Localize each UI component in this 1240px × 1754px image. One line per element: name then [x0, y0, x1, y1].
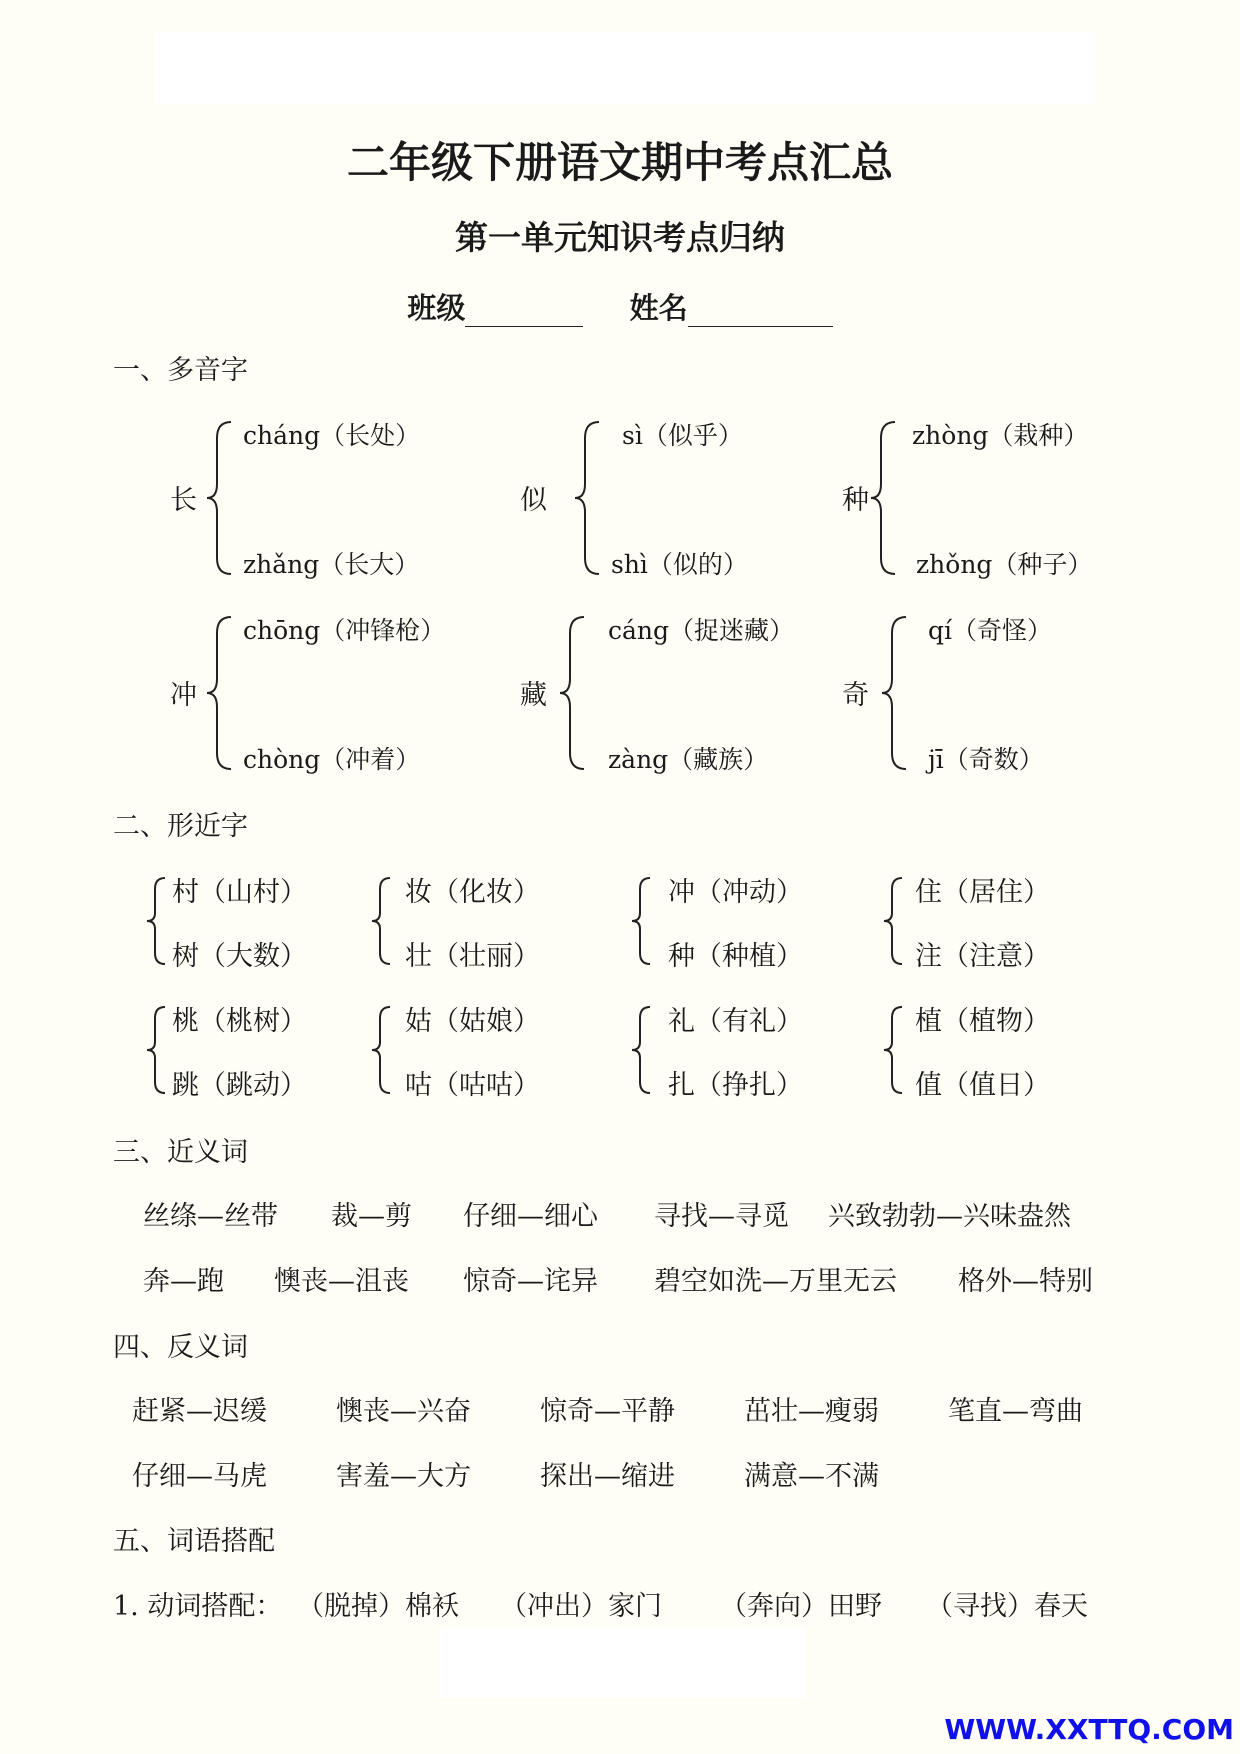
polyphone-reading-bottom: zàng（藏族）: [608, 745, 769, 774]
antonym-pair: 惊奇—平静: [540, 1396, 675, 1427]
header-blank-area: [155, 32, 1095, 104]
section-heading-polyphones: 一、多音字: [113, 355, 248, 386]
brace-icon: [205, 613, 235, 773]
synonym-pair: 寻找—寻觅: [654, 1201, 789, 1232]
polyphone-reading-top: chōng（冲锋枪）: [243, 616, 446, 645]
brace-icon: [573, 418, 603, 578]
polyphone-char: 种: [842, 485, 869, 516]
brace-icon: [630, 1004, 654, 1096]
polyphone-reading-bottom: shì（似的）: [611, 550, 748, 579]
synonym-pair: 碧空如洗—万里无云: [654, 1266, 897, 1297]
collocation-item: （奔向）田野: [720, 1591, 882, 1622]
polyphone-reading-top: zhòng（栽种）: [912, 421, 1089, 450]
antonym-pair: 害羞—大方: [336, 1461, 471, 1492]
brace-icon: [869, 418, 899, 578]
brace-icon: [882, 1004, 906, 1096]
polyphone-char: 冲: [170, 680, 197, 711]
similar-char-top: 姑（姑娘）: [405, 1006, 540, 1037]
class-name-line: [0, 286, 1240, 327]
similar-char-top: 妆（化妆）: [405, 877, 540, 908]
collocation-item: （冲出）家门: [500, 1591, 662, 1622]
brace-icon: [630, 875, 654, 967]
antonym-pair: 笔直—弯曲: [948, 1396, 1083, 1427]
synonym-pair: 裁—剪: [331, 1201, 412, 1232]
similar-char-top: 村（山村）: [172, 877, 307, 908]
brace-icon: [145, 875, 169, 967]
class-label: 班级: [407, 291, 466, 325]
name-blank: [688, 298, 833, 327]
antonym-pair: 茁壮—瘦弱: [744, 1396, 879, 1427]
antonym-pair: 仔细—马虎: [132, 1461, 267, 1492]
polyphone-reading-bottom: zhǎng（长大）: [243, 550, 420, 579]
similar-char-bottom: 扎（挣扎）: [668, 1070, 803, 1101]
synonym-pair: 奔—跑: [143, 1266, 224, 1297]
collocation-item: （脱掉）棉袄: [297, 1591, 459, 1622]
brace-icon: [880, 613, 910, 773]
similar-char-top: 住（居住）: [915, 877, 1050, 908]
section-heading-antonyms: 四、反义词: [113, 1332, 248, 1363]
brace-icon: [205, 418, 235, 578]
antonym-pair: 探出—缩进: [540, 1461, 675, 1492]
similar-char-bottom: 值（值日）: [915, 1070, 1050, 1101]
similar-char-top: 桃（桃树）: [172, 1006, 307, 1037]
antonym-pair: 满意—不满: [744, 1461, 879, 1492]
class-blank: [465, 298, 583, 327]
polyphone-char: 长: [170, 485, 197, 516]
polyphone-reading-top: cáng（捉迷藏）: [608, 616, 795, 645]
synonym-pair: 格外—特别: [958, 1266, 1093, 1297]
collocation-label: 1. 动词搭配：: [113, 1591, 283, 1622]
brace-icon: [558, 613, 588, 773]
similar-char-bottom: 树（大数）: [172, 941, 307, 972]
polyphone-char: 藏: [520, 680, 547, 711]
synonym-pair: 懊丧—沮丧: [274, 1266, 409, 1297]
polyphone-char: 似: [520, 485, 547, 516]
section-heading-similar-chars: 二、形近字: [113, 811, 248, 842]
brace-icon: [370, 1004, 394, 1096]
polyphone-reading-bottom: jī（奇数）: [928, 745, 1044, 774]
similar-char-bottom: 壮（壮丽）: [405, 941, 540, 972]
antonym-pair: 赶紧—迟缓: [132, 1396, 267, 1427]
name-label: 姓名: [629, 291, 688, 325]
watermark-logo: WWW.XXTTQ.COM: [944, 1713, 1234, 1746]
polyphone-char: 奇: [842, 680, 869, 711]
polyphone-reading-top: sì（似乎）: [622, 421, 743, 450]
similar-char-top: 礼（有礼）: [668, 1006, 803, 1037]
polyphone-reading-bottom: chòng（冲着）: [243, 745, 421, 774]
polyphone-reading-bottom: zhǒng（种子）: [916, 550, 1093, 579]
section-heading-collocation: 五、词语搭配: [113, 1526, 275, 1557]
similar-char-bottom: 注（注意）: [915, 941, 1050, 972]
polyphone-reading-top: cháng（长处）: [243, 421, 421, 450]
similar-char-bottom: 跳（跳动）: [172, 1070, 307, 1101]
section-heading-synonyms: 三、近义词: [113, 1137, 248, 1168]
similar-char-bottom: 咕（咕咕）: [405, 1070, 540, 1101]
collocation-item: （寻找）春天: [926, 1591, 1088, 1622]
synonym-pair: 仔细—细心: [463, 1201, 598, 1232]
similar-char-top: 冲（冲动）: [668, 877, 803, 908]
footer-blank-area: [440, 1628, 805, 1698]
synonym-pair: 丝绦—丝带: [143, 1201, 278, 1232]
antonym-pair: 懊丧—兴奋: [336, 1396, 471, 1427]
similar-char-top: 植（植物）: [915, 1006, 1050, 1037]
brace-icon: [370, 875, 394, 967]
page-subtitle: 第一单元知识考点归纳: [455, 218, 785, 257]
page-title: 二年级下册语文期中考点汇总: [346, 138, 893, 187]
synonym-pair: 兴致勃勃—兴味盎然: [828, 1201, 1071, 1232]
polyphone-reading-top: qí（奇怪）: [928, 616, 1052, 645]
similar-char-bottom: 种（种植）: [668, 941, 803, 972]
brace-icon: [882, 875, 906, 967]
brace-icon: [145, 1004, 169, 1096]
synonym-pair: 惊奇—诧异: [463, 1266, 598, 1297]
